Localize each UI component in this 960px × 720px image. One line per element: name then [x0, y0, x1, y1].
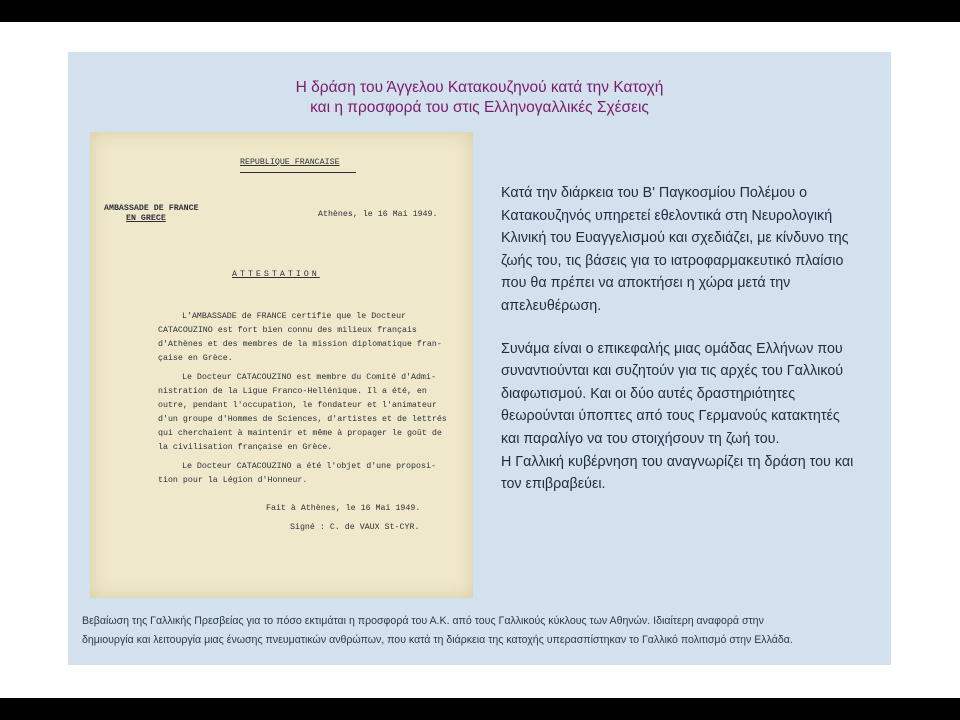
- slide-panel: [68, 52, 891, 665]
- letter-line: Le Docteur CATACOUZINO a été l'objet d'une proposi-: [182, 462, 436, 471]
- body-paragraph-2: Συνάμα είναι ο επικεφαλής μιας ομάδας Ελλήνων που συναντιούνται και συζητούν για τις αρχές του Γαλλικού διαφωτισμού. Και οι δύο αυτές δραστηριότητες θεωρούνται ύποπτες από τους Γερμανούς κατακτητές και παραλίγο να του στοιχήσουν τη ζωή του.: [501, 340, 844, 447]
- letter-date: Athènes, le 16 Mai 1949.: [318, 210, 438, 219]
- letter-line: Le Docteur CATACOUZINO est membre du Comité d'Admi-: [182, 373, 436, 382]
- paragraph-gap: [501, 318, 861, 338]
- letter-line: CATACOUZINO est fort bien connu des milieux français: [158, 326, 417, 335]
- letter-line: tion pour la Légion d'Honneur.: [158, 476, 308, 485]
- letter-done: Fait à Athènes, le 16 Mai 1949.: [266, 504, 421, 513]
- letter-line: qui cherchaient à maintenir et même à propager le goût de: [158, 429, 442, 438]
- letter-heading: ATTESTATION: [232, 270, 320, 279]
- letter-line: la civilisation française en Grèce.: [158, 443, 333, 452]
- body-paragraph-1: Κατά την διάρκεια του Β' Παγκοσμίου Πολέμου ο Κατακουζηνός υπηρετεί εθελοντικά στη Νευρολογική Κλινική του Ευαγγελισμού και σχεδιάζει, με κίνδυνο της ζωής του, τις βάσεις για το ιατροφαρμακευτικό πλαίσιο που θα πρέπει να αποκτήσει η χώρα μετά την απελευθέρωση.: [501, 185, 849, 314]
- slide-title: [68, 78, 891, 118]
- caption-line-1: Βεβαίωση της Γαλλικής Πρεσβείας για το πόσο εκτιμάται η προσφορά του Α.Κ. από τους Γαλλικούς κύκλους των Αθηνών. Ιδιαίτερη αναφορά στην: [82, 615, 764, 627]
- letter-line: outre, pendant l'occupation, le fondateur et l'animateur: [158, 401, 437, 410]
- letter-line: L'AMBASSADE de FRANCE certifie que le Docteur: [182, 312, 407, 321]
- letter-line: çaise en Grèce.: [158, 354, 233, 363]
- letter-embassy-line-1: AMBASSADE DE FRANCE: [104, 204, 199, 213]
- letter-republic-rule: [240, 172, 356, 174]
- letter-signed: Signé : C. de VAUX St-CYR.: [290, 523, 420, 532]
- attestation-letter-image: [90, 132, 473, 598]
- letter-embassy-line-2: EN GRECE: [126, 214, 166, 223]
- letter-line: d'Athènes et des membres de la mission diplomatique fran-: [158, 340, 442, 349]
- letter-line: nistration de la Ligue Franco-Hellénique. Il a été, en: [158, 387, 427, 396]
- body-paragraph-3: Η Γαλλική κυβέρνηση του αναγνωρίζει τη δράση του και τον επιβραβεύει.: [501, 453, 854, 493]
- image-caption: [82, 612, 882, 650]
- title-line-2: και η προσφορά του στις Ελληνογαλλικές Σχέσεις: [310, 99, 649, 116]
- top-black-bar: [0, 0, 960, 22]
- letter-republic: REPUBLIQUE FRANCAISE: [240, 158, 340, 167]
- caption-line-2: δημιουργία και λειτουργία μιας ένωσης πνευματικών ανθρώπων, που κατά τη διάρκεια της κατοχής υπερασπίστηκαν το Γαλλικό πολιτισμό στην Ελλάδα.: [82, 634, 793, 646]
- title-line-1: Η δράση του Άγγελου Κατακουζηνού κατά την Κατοχή: [295, 79, 664, 96]
- body-text: [501, 182, 861, 496]
- letter-line: d'un groupe d'Hommes de Sciences, d'artistes et de lettrés: [158, 415, 447, 424]
- bottom-black-bar: [0, 698, 960, 720]
